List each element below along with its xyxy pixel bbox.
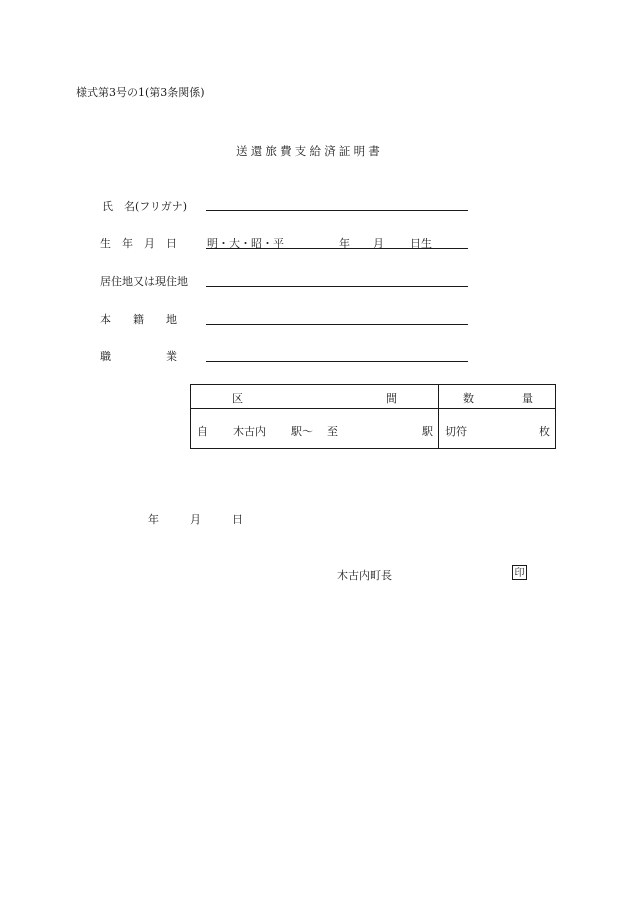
header-quantity-right: 量: [522, 392, 533, 405]
occupation-label: 職 業: [100, 350, 177, 363]
address-field-line[interactable]: [206, 286, 468, 287]
issue-date-day: 日: [232, 513, 243, 526]
route-from-station: 駅〜: [291, 425, 313, 438]
birth-month-unit: 月: [373, 237, 384, 250]
route-from-town: 木古内: [233, 425, 266, 438]
ticket-unit: 枚: [539, 425, 550, 438]
birth-date-label: 生 年 月 日: [100, 237, 177, 250]
route-to-station: 駅: [422, 425, 433, 438]
birth-date-field-line[interactable]: [206, 248, 468, 249]
address-label: 居住地又は現住地: [100, 275, 188, 288]
domicile-field-line[interactable]: [206, 324, 468, 325]
birth-year-unit: 年: [339, 237, 350, 250]
name-field-line[interactable]: [206, 210, 468, 211]
seal-mark: 印: [512, 565, 527, 580]
ticket-table: [190, 384, 556, 449]
issue-date-month: 月: [190, 513, 201, 526]
ticket-label: 切符: [445, 425, 467, 438]
header-section-left: 区: [232, 392, 243, 405]
issue-date: [148, 511, 243, 527]
route-to-label: 至: [327, 425, 338, 438]
form-number: 様式第3号の1(第3条関係): [76, 86, 205, 99]
birth-era-options: 明・大・昭・平: [207, 237, 284, 250]
birth-day-unit: 日生: [410, 237, 432, 250]
occupation-field-line[interactable]: [206, 361, 468, 362]
issue-date-year: 年: [148, 513, 159, 526]
table-column-divider: [438, 385, 439, 448]
header-quantity-left: 数: [463, 392, 474, 405]
header-section-right: 間: [386, 392, 397, 405]
domicile-label: 本 籍 地: [100, 313, 177, 326]
name-label: 氏 名(フリガナ): [102, 200, 188, 213]
issuer-name: 木古内町長: [337, 569, 392, 582]
table-header-divider: [191, 408, 555, 409]
route-from-label: 自: [197, 425, 208, 438]
document-title: 送還旅費支給済証明書: [236, 144, 383, 158]
